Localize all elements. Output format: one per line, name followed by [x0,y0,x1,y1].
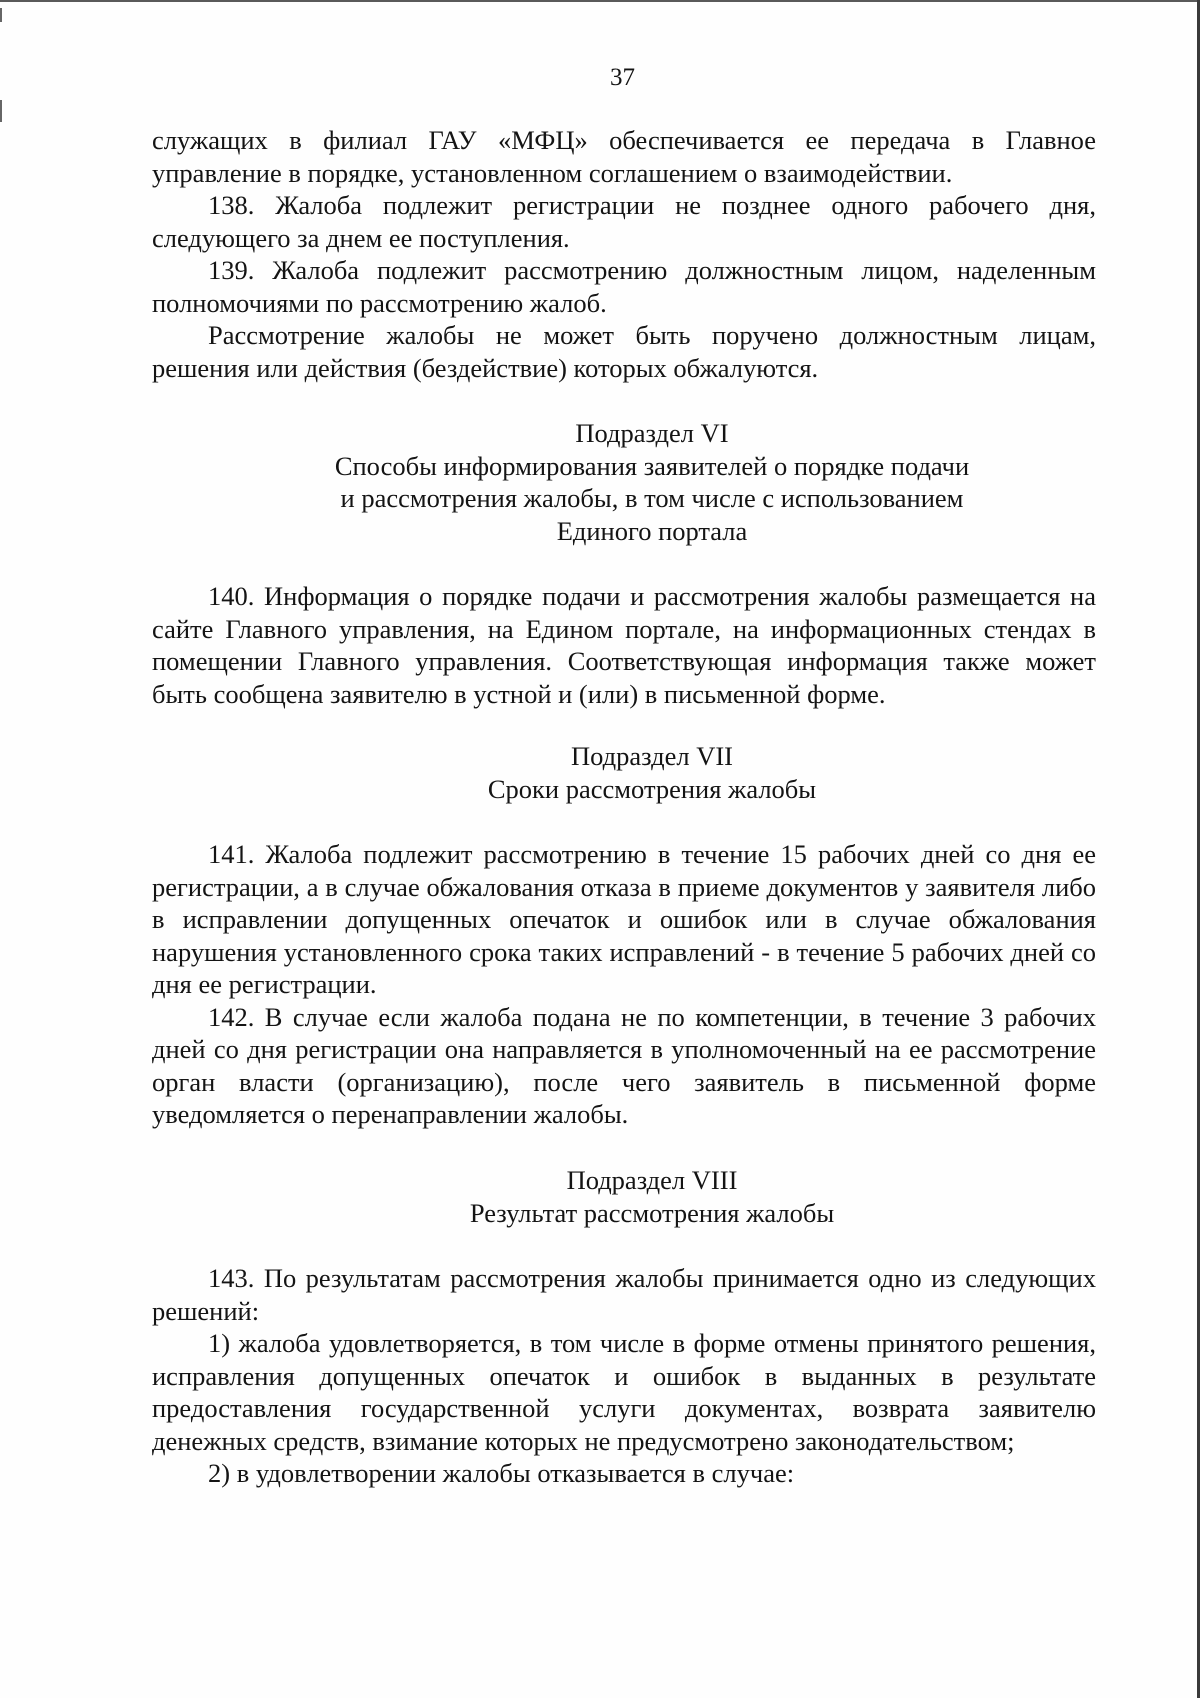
section-heading-viii [152,1164,1152,1229]
scan-mark [0,8,2,22]
paragraph: служащих в филиал ГАУ «МФЦ» обеспечивается ее передача в Главное управление в порядке, установленном соглашением о взаимодействии. [152,125,1096,188]
section-heading-vii [152,740,1152,805]
section-title: Подраздел VI [575,418,729,448]
section-subtitle-line: Способы информирования заявителей о порядке подачи [334,450,970,481]
paragraph-139: 139. Жалоба подлежит рассмотрению должностным лицом, наделенным полномочиями по рассмотрению жалоб. [152,255,1096,318]
body-text-section-vii [152,838,1096,1131]
paragraph-143: 143. По результатам рассмотрения жалобы принимается одно из следующих решений: [152,1263,1096,1326]
paragraph-142: 142. В случае если жалоба подана не по компетенции, в течение 3 рабочих дней со дня регистрации она направляется в уполномоченный на ее рассмотрение орган власти (организацию), после чего заявитель в письменной форме уведомляется о перенаправлении жалобы. [152,1001,1096,1129]
section-subtitle-line: и рассмотрения жалобы, в том числе с использованием [340,483,964,513]
page-number: 37 [610,64,635,91]
paragraph: Рассмотрение жалобы не может быть поручено должностным лицам, решения или действия (бездействие) которых обжалуются. [152,320,1096,383]
paragraph-141: 141. Жалоба подлежит рассмотрению в течение 15 рабочих дней со дня ее регистрации, а в случае обжалования отказа в приеме документов у заявителя либо в исправлении допущенных опечаток и ошибок или в случае обжалования нарушения установленного срока таких исправлений - в течение 5 рабочих дней со дня ее регистрации. [152,839,1096,999]
paragraph-138: 138. Жалоба подлежит регистрации не позднее одного рабочего дня, следующего за днем ее поступления. [152,190,1096,253]
section-subtitle-line: Результат рассмотрения жалобы [469,1197,835,1228]
scan-mark [0,100,2,122]
scan-edge-top [0,0,1200,2]
section-heading-vi [152,417,1152,547]
list-item-2: 2) в удовлетворении жалобы отказывается в случае: [208,1458,795,1488]
body-text-section-vi [152,580,1096,710]
paragraph-140: 140. Информация о порядке подачи и рассмотрения жалобы размещается на сайте Главного управления, на Едином портале, на информационных стендах в помещении Главного управления. Соответствующая информация также может быть сообщена заявителю в устной и (или) в письменной форме. [152,581,1096,709]
section-title: Подраздел VIII [566,1165,738,1195]
section-title: Подраздел VII [571,741,733,771]
body-text-top [152,124,1096,384]
body-text-section-viii [152,1262,1096,1490]
section-subtitle-line: Единого портала [556,515,748,546]
list-item-1: 1) жалоба удовлетворяется, в том числе в форме отмены принятого решения, исправления допущенных опечаток и ошибок в выданных в результате предоставления государственной услуги документах, возврата заявителю денежных средств, взимание которых не предусмотрено законодательством; [152,1328,1096,1456]
section-subtitle-line: Сроки рассмотрения жалобы [487,773,817,804]
